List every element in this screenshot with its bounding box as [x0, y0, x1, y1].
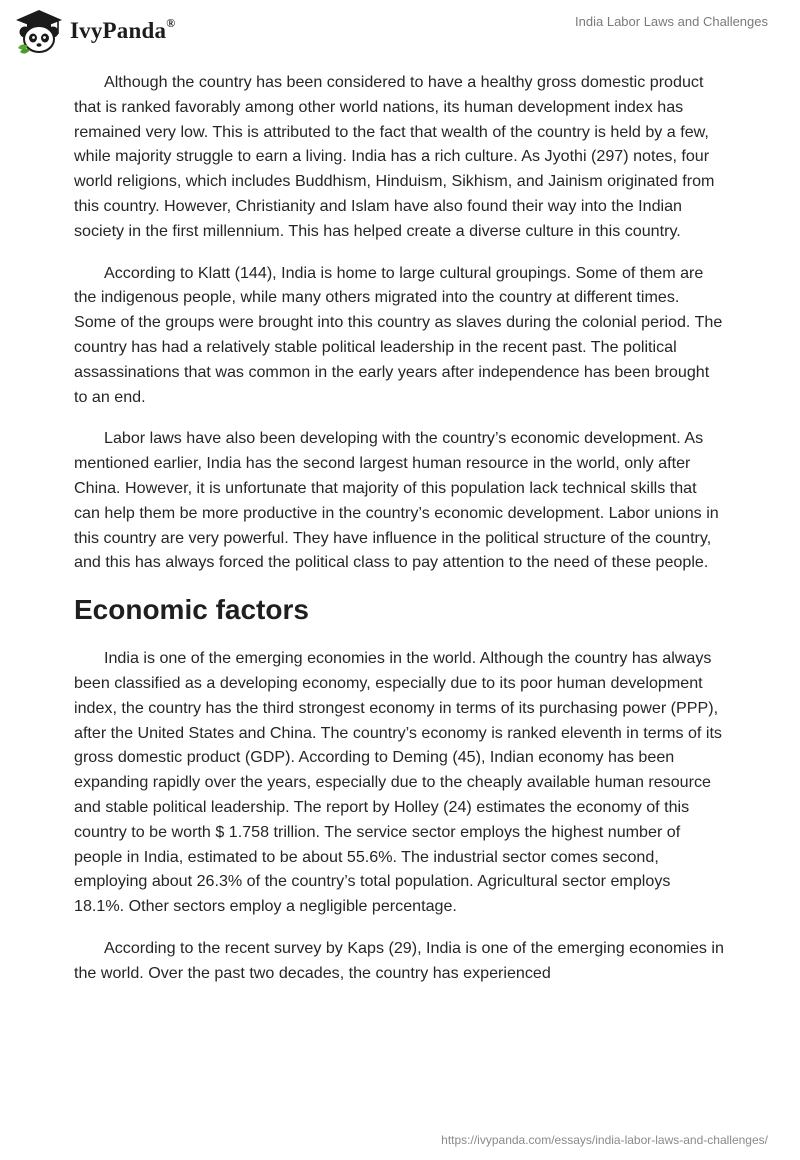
- source-url[interactable]: https://ivypanda.com/essays/india-labor-laws-and-challenges/: [441, 1133, 768, 1147]
- paragraph: India is one of the emerging economies in the world. Although the country has always been classified as a developing economy, especially due to its poor human development index, the country has the third strongest economy in terms of its purchasing power (PPP), after the United States and China. The country’s economy is ranked eleventh in terms of its gross domestic product (GDP). According to Deming (45), Indian economy has been expanding rapidly over the years, especially due to the cheaply available human resource and stable political leadership. The report by Holley (24) estimates the economy of this country to be worth $ 1.758 trillion. The service sector employs the highest number of people in India, estimated to be about 55.6%. The industrial sector comes second, employing about 26.3% of the country’s total population. Agricultural sector employs 18.1%. Other sectors employ a negligible percentage.: [74, 649, 722, 916]
- panda-graduate-icon: [14, 8, 64, 54]
- brand-logo[interactable]: [14, 6, 175, 56]
- essay-body: [74, 70, 724, 1003]
- document-title: India Labor Laws and Challenges: [575, 14, 768, 29]
- section-heading: Economic factors: [74, 594, 309, 626]
- paragraph: Labor laws have also been developing with the country’s economic development. As mentioned earlier, India has the second largest human resource in the world, only after China. However, it is unfortunate that majority of this population lack technical skills that can help them be more productive in the country’s economic development. Labor unions in this country are very powerful. They have influence in the political structure of the country, and this has always forced the political class to pay attention to the need of these people.: [74, 429, 719, 572]
- registered-mark: ®: [166, 16, 176, 31]
- page-header: [0, 0, 800, 60]
- brand-name: IvyPanda®: [70, 16, 176, 43]
- paragraph: According to the recent survey by Kaps (29), India is one of the emerging economies in the world. Over the past two decades, the country has experienced: [74, 938, 724, 982]
- paragraph: Although the country has been considered to have a healthy gross domestic product that is ranked favorably among other world nations, its human development index has remained very low. This is attributed to the fact that wealth of the country is held by a few, while majority struggle to earn a living. India has a rich culture. As Jyothi (297) notes, four world religions, which includes Buddhism, Hinduism, Sikhism, and Jainism originated from this country. However, Christianity and Islam have also found their way into the Indian society in the first millennium. This has helped create a diverse culture in this country.: [74, 73, 715, 240]
- paragraph: According to Klatt (144), India is home to large cultural groupings. Some of them are the indigenous people, while many others migrated into the country at different times. Some of the groups were brought into this country as slaves during the colonial period. The country has had a relatively stable political leadership in the recent past. The political assassinations that was common in the early years after independence has been brought to an end.: [74, 263, 723, 406]
